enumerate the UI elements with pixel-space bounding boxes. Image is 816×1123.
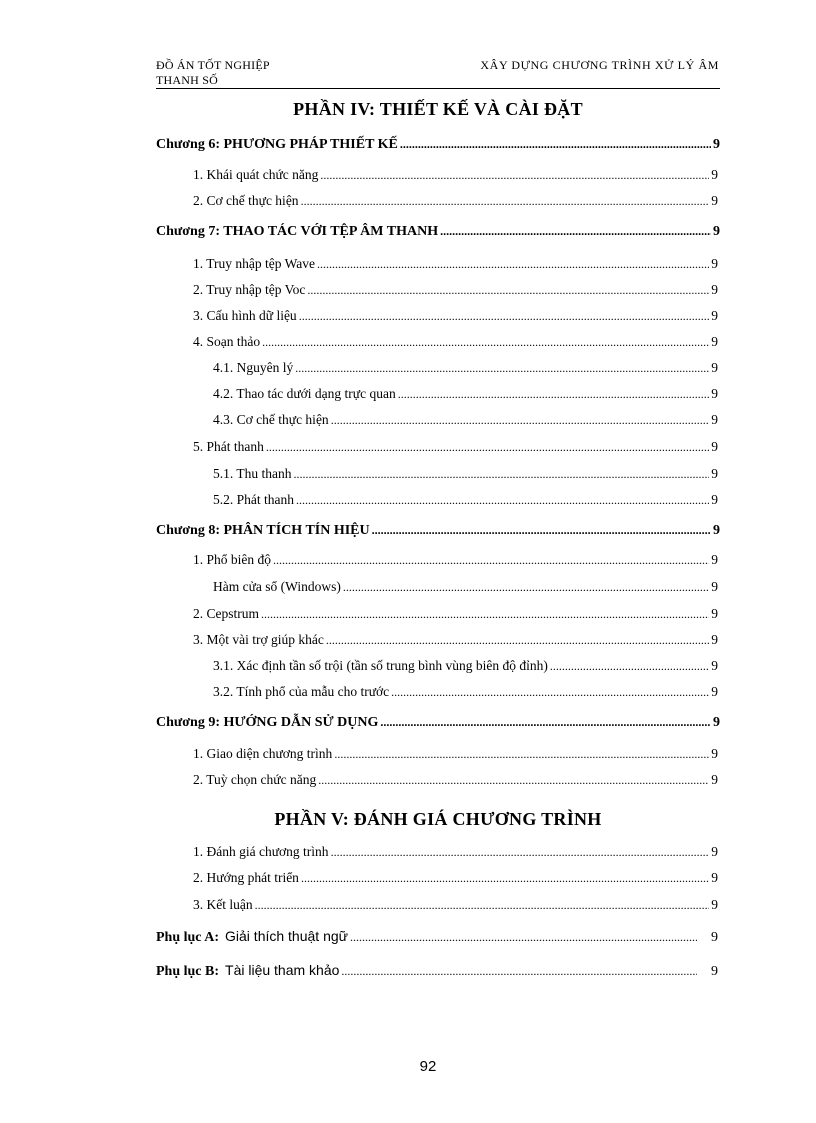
toc-entry-text: Chương 9: HƯỚNG DẪN SỬ DỤNG	[156, 715, 379, 730]
toc-chapter-7[interactable]	[156, 224, 720, 242]
toc-page: 9	[711, 412, 718, 427]
toc-leader	[262, 335, 709, 350]
toc-leader	[331, 845, 710, 860]
toc-entry-text: 2. Truy nhập tệp Voc	[193, 282, 306, 297]
toc-leader	[343, 580, 709, 595]
toc-entry[interactable]	[193, 167, 718, 185]
header-thesis-label: ĐỒ ÁN TỐT NGHIỆP	[156, 58, 270, 72]
toc-leader	[334, 747, 709, 762]
toc-entry[interactable]	[193, 256, 718, 274]
appendix-title: Giải thích thuật ngữ	[225, 928, 349, 944]
toc-entry[interactable]	[193, 844, 718, 862]
toc-page: 9	[711, 746, 718, 761]
toc-appendix-b[interactable]	[156, 962, 718, 980]
toc-subentry[interactable]	[213, 412, 718, 430]
header-left	[156, 58, 270, 88]
toc-page: 9	[711, 282, 718, 297]
toc-entry-text: 1. Truy nhập tệp Wave	[193, 256, 316, 271]
toc-leader	[299, 309, 710, 324]
toc-entry-text: Hàm cửa sổ (Windows)	[213, 579, 341, 594]
header-divider	[156, 88, 720, 89]
toc-subentry[interactable]	[213, 579, 718, 597]
part-4-title: PHẦN IV: THIẾT KẾ VÀ CÀI ĐẶT	[293, 99, 583, 119]
toc-entry-text: 4.1. Nguyên lý	[213, 360, 294, 375]
toc-entry-text: 3. Một vài trợ giúp khác	[193, 632, 324, 647]
toc-appendix-a[interactable]	[156, 928, 718, 946]
toc-subentry[interactable]	[213, 360, 718, 378]
header-project-title: XÂY DỰNG CHƯƠNG TRÌNH XỬ LÝ ÂM	[480, 58, 719, 72]
toc-chapter-9[interactable]	[156, 715, 720, 733]
toc-page: 9	[711, 334, 718, 349]
toc-leader	[341, 964, 697, 979]
toc-leader	[400, 137, 711, 152]
toc-entry-text: 1. Giao diện chương trình	[193, 746, 333, 761]
toc-leader	[301, 871, 709, 886]
toc-page: 9	[711, 167, 718, 182]
toc-entry-text: 3.1. Xác định tần số trội (tần số trung bình vùng biên độ đỉnh)	[213, 658, 548, 673]
toc-page: 9	[711, 844, 718, 859]
toc-leader	[350, 930, 697, 945]
toc-entry[interactable]	[193, 632, 718, 650]
toc-page: 9	[711, 897, 718, 912]
toc-page: 9	[713, 715, 720, 730]
toc-entry-text: Chương 8: PHÂN TÍCH TÍN HIỆU	[156, 523, 370, 538]
toc-page: 9	[711, 256, 718, 271]
toc-entry-text: 1. Khái quát chức năng	[193, 167, 319, 182]
toc-entry-text: 2. Tuỳ chọn chức năng	[193, 772, 317, 787]
toc-page: 9	[711, 439, 718, 454]
toc-entry[interactable]	[193, 897, 718, 915]
toc-leader	[273, 553, 709, 568]
toc-entry-text: Chương 7: THAO TÁC VỚI TỆP ÂM THANH	[156, 224, 439, 239]
toc-page: 9	[711, 772, 718, 787]
toc-page: 9	[713, 523, 720, 538]
toc-chapter-6[interactable]	[156, 137, 720, 155]
toc-entry[interactable]	[193, 772, 718, 790]
toc-leader	[294, 467, 710, 482]
toc-page: 9	[713, 137, 720, 152]
toc-entry-text: 5.1. Thu thanh	[213, 466, 292, 481]
toc-leader	[295, 361, 709, 376]
toc-page: 9	[711, 964, 718, 979]
toc-page: 9	[711, 606, 718, 621]
toc-page: 9	[711, 870, 718, 885]
appendix-title: Tài liệu tham khảo	[225, 962, 340, 978]
toc-page: 9	[711, 360, 718, 375]
page-number: 92	[419, 1058, 437, 1075]
toc-chapter-8[interactable]	[156, 523, 720, 541]
toc-subentry[interactable]	[213, 386, 718, 404]
toc-subentry[interactable]	[213, 492, 718, 510]
toc-leader	[380, 715, 711, 730]
toc-entry[interactable]	[193, 193, 718, 211]
toc-page: 9	[711, 386, 718, 401]
toc-entry-text: 3. Kết luận	[193, 897, 253, 912]
toc-leader	[372, 523, 711, 538]
header-subtitle: THANH SỐ	[156, 73, 218, 87]
toc-entry[interactable]	[193, 870, 718, 888]
toc-leader	[320, 168, 709, 183]
toc-entry-text: 4.3. Cơ chế thực hiện	[213, 412, 329, 427]
toc-subentry[interactable]	[213, 684, 718, 702]
toc-leader	[326, 633, 709, 648]
toc-entry-text: 2. Cepstrum	[193, 606, 259, 621]
toc-entry-text: 3.2. Tính phổ của mẫu cho trước	[213, 684, 390, 699]
toc-leader	[301, 194, 710, 209]
toc-page: 9	[711, 930, 718, 945]
toc-entry-text: 3. Cấu hình dữ liệu	[193, 308, 297, 323]
toc-page: 9	[711, 632, 718, 647]
toc-entry-text: 5. Phát thanh	[193, 439, 264, 454]
toc-leader	[440, 224, 711, 239]
toc-entry[interactable]	[193, 746, 718, 764]
toc-entry[interactable]	[193, 439, 718, 457]
part-5-title: PHẦN V: ĐÁNH GIÁ CHƯƠNG TRÌNH	[274, 809, 602, 829]
toc-leader	[550, 659, 709, 674]
toc-entry[interactable]	[193, 282, 718, 300]
toc-entry[interactable]	[193, 606, 718, 624]
toc-entry-text: 1. Đánh giá chương trình	[193, 844, 329, 859]
toc-leader	[317, 257, 709, 272]
toc-entry-text: 2. Hướng phát triển	[193, 870, 299, 885]
toc-subentry[interactable]	[213, 466, 718, 484]
toc-leader	[398, 387, 710, 402]
toc-page: 9	[711, 466, 718, 481]
toc-page: 9	[711, 579, 718, 594]
appendix-label: Phụ lục B:	[156, 964, 220, 979]
toc-entry-text: Chương 6: PHƯƠNG PHÁP THIẾT KẾ	[156, 137, 398, 152]
toc-leader	[318, 773, 709, 788]
toc-entry-text: 2. Cơ chế thực hiện	[193, 193, 299, 208]
toc-entry[interactable]	[193, 552, 718, 570]
toc-subentry[interactable]	[213, 658, 718, 676]
toc-entry-text: 5.2. Phát thanh	[213, 492, 294, 507]
toc-leader	[255, 898, 710, 913]
toc-entry-text: 4. Soạn thảo	[193, 334, 261, 349]
toc-page: 9	[711, 658, 718, 673]
toc-page: 9	[711, 552, 718, 567]
toc-leader	[307, 283, 709, 298]
toc-page: 9	[711, 492, 718, 507]
toc-leader	[391, 685, 709, 700]
appendix-label: Phụ lục A:	[156, 930, 220, 945]
toc-leader	[261, 607, 709, 622]
toc-leader	[266, 440, 709, 455]
toc-entry-text: 4.2. Thao tác dưới dạng trực quan	[213, 386, 396, 401]
toc-page: 9	[711, 308, 718, 323]
toc-entry[interactable]	[193, 308, 718, 326]
toc-page: 9	[713, 224, 720, 239]
toc-page: 9	[711, 193, 718, 208]
toc-leader	[296, 493, 709, 508]
toc-entry-text: 1. Phổ biên độ	[193, 552, 272, 567]
toc-entry[interactable]	[193, 334, 718, 352]
toc-page: 9	[711, 684, 718, 699]
toc-leader	[331, 413, 710, 428]
